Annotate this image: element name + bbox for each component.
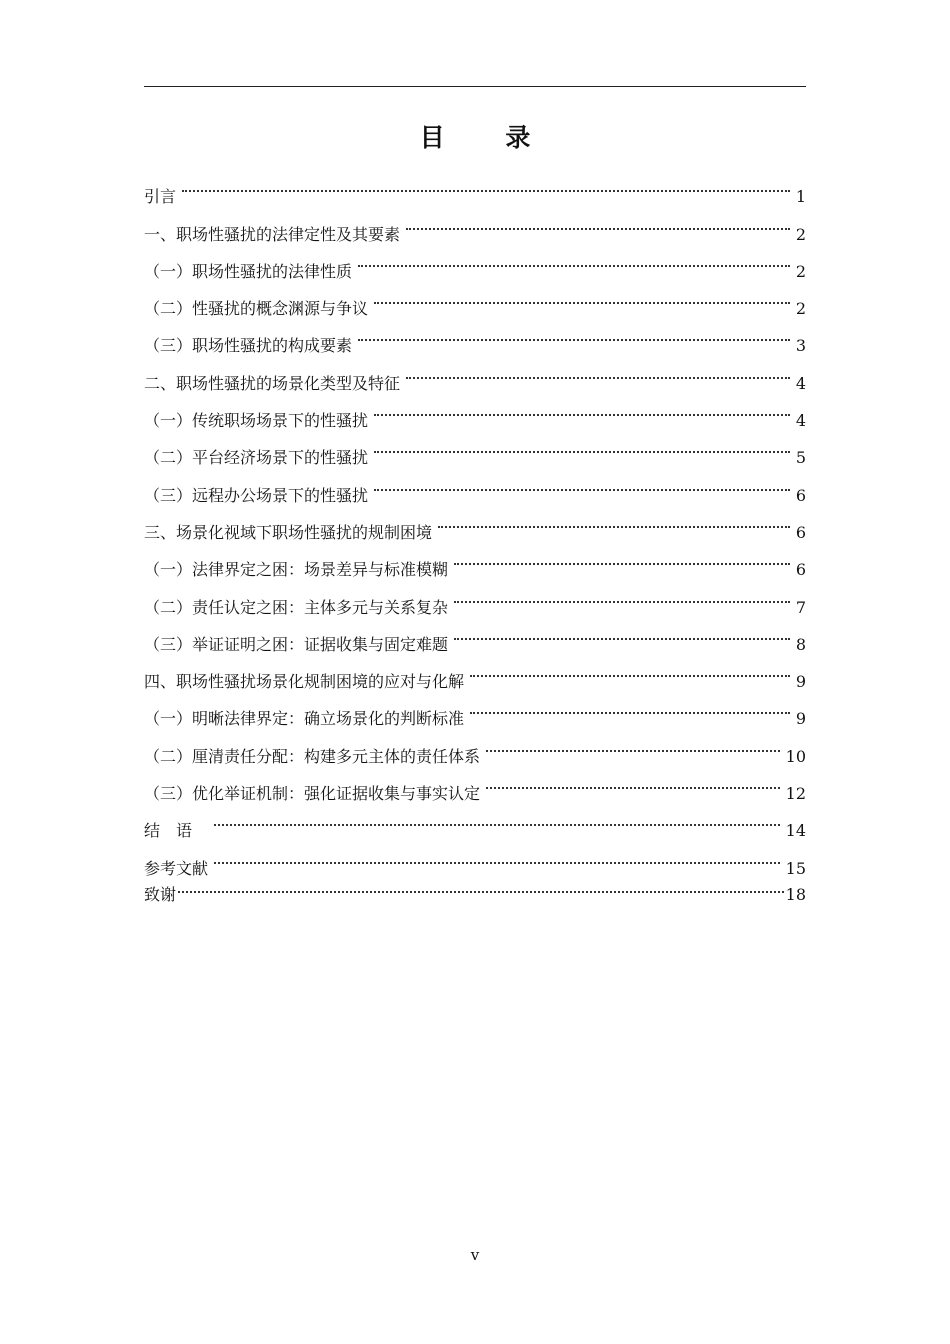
toc-entry-label: （二）责任认定之困：主体多元与关系复杂	[144, 597, 449, 617]
dot-leader	[406, 351, 790, 388]
toc-entry-label: 结语	[144, 821, 209, 841]
toc-entry[interactable]	[144, 165, 806, 207]
toc-entry-page: 9	[795, 709, 806, 729]
toc-entry[interactable]	[144, 799, 806, 841]
toc-entry-page: 8	[795, 634, 806, 654]
dot-leader	[438, 501, 790, 538]
toc-entry-page: 6	[795, 485, 806, 505]
toc-entry-label: 三、场景化视域下职场性骚扰的规制困境	[144, 522, 433, 542]
dot-leader	[374, 426, 790, 463]
dot-leader	[358, 314, 790, 351]
toc-entry-page: 2	[795, 224, 806, 244]
toc-entry-page: 15	[785, 858, 806, 878]
toc-entry-page: 7	[795, 597, 806, 617]
dot-leader	[182, 165, 790, 202]
toc-entry-page: 2	[795, 299, 806, 319]
toc-entry[interactable]	[144, 202, 806, 244]
toc-entry-page: 6	[795, 522, 806, 542]
toc-entry[interactable]	[144, 870, 806, 904]
toc-entry-label: （一）法律界定之困：场景差异与标准模糊	[144, 560, 449, 580]
toc-entry-page: 6	[795, 560, 806, 580]
dot-leader	[486, 724, 780, 761]
toc-entry-page: 4	[795, 373, 806, 393]
toc-entry-label: （二）性骚扰的概念渊源与争议	[144, 299, 369, 319]
toc-entry-label: （二）平台经济场景下的性骚扰	[144, 448, 369, 468]
toc-entry-label: （三）优化举证机制：强化证据收集与事实认定	[144, 784, 481, 804]
toc-entry-label: （一）职场性骚扰的法律性质	[144, 261, 353, 281]
dot-leader	[214, 799, 780, 836]
toc-entry-label: （二）厘清责任分配：构建多元主体的责任体系	[144, 746, 481, 766]
toc-entry-label: 一、职场性骚扰的法律定性及其要素	[144, 224, 401, 244]
toc-entry-label: （一）明晰法律界定：确立场景化的判断标准	[144, 709, 465, 729]
toc-entry-page: 1	[795, 187, 806, 207]
dot-leader	[178, 870, 784, 900]
toc-entry-page: 3	[795, 336, 806, 356]
toc-entry-page: 5	[795, 448, 806, 468]
table-of-contents	[144, 165, 806, 904]
dot-leader	[358, 240, 790, 277]
dot-leader	[406, 202, 790, 239]
dot-leader	[374, 277, 790, 314]
toc-entry-label: 引言	[144, 187, 177, 207]
toc-entry[interactable]	[144, 836, 806, 878]
toc-entry-label: （三）远程办公场景下的性骚扰	[144, 485, 369, 505]
toc-entry-page: 14	[785, 821, 806, 841]
toc-entry-label: 四、职场性骚扰场景化规制困境的应对与化解	[144, 672, 465, 692]
dot-leader	[374, 389, 790, 426]
toc-entry-page: 4	[795, 411, 806, 431]
dot-leader	[454, 538, 790, 575]
toc-entry-label: （一）传统职场场景下的性骚扰	[144, 411, 369, 431]
toc-entry-label: （三）职场性骚扰的构成要素	[144, 336, 353, 356]
dot-leader	[214, 836, 780, 873]
toc-entry-label: 参考文献	[144, 858, 209, 878]
dot-leader	[454, 575, 790, 612]
dot-leader	[470, 650, 790, 687]
dot-leader	[470, 687, 790, 724]
toc-entry-page: 10	[785, 746, 806, 766]
dot-leader	[454, 613, 790, 650]
page-title: 目 录	[419, 123, 557, 152]
toc-entry-page: 12	[785, 784, 806, 804]
dot-leader	[486, 762, 780, 799]
footer-page-number: v	[470, 1246, 480, 1264]
toc-entry-label: （三）举证证明之困：证据收集与固定难题	[144, 634, 449, 654]
toc-entry-label: 二、职场性骚扰的场景化类型及特征	[144, 373, 401, 393]
toc-entry-page: 18	[785, 884, 806, 904]
toc-entry-page: 2	[795, 261, 806, 281]
toc-entry-page: 9	[795, 672, 806, 692]
header-rule	[144, 86, 806, 87]
toc-entry-label: 致谢	[144, 884, 177, 904]
dot-leader	[374, 463, 790, 500]
